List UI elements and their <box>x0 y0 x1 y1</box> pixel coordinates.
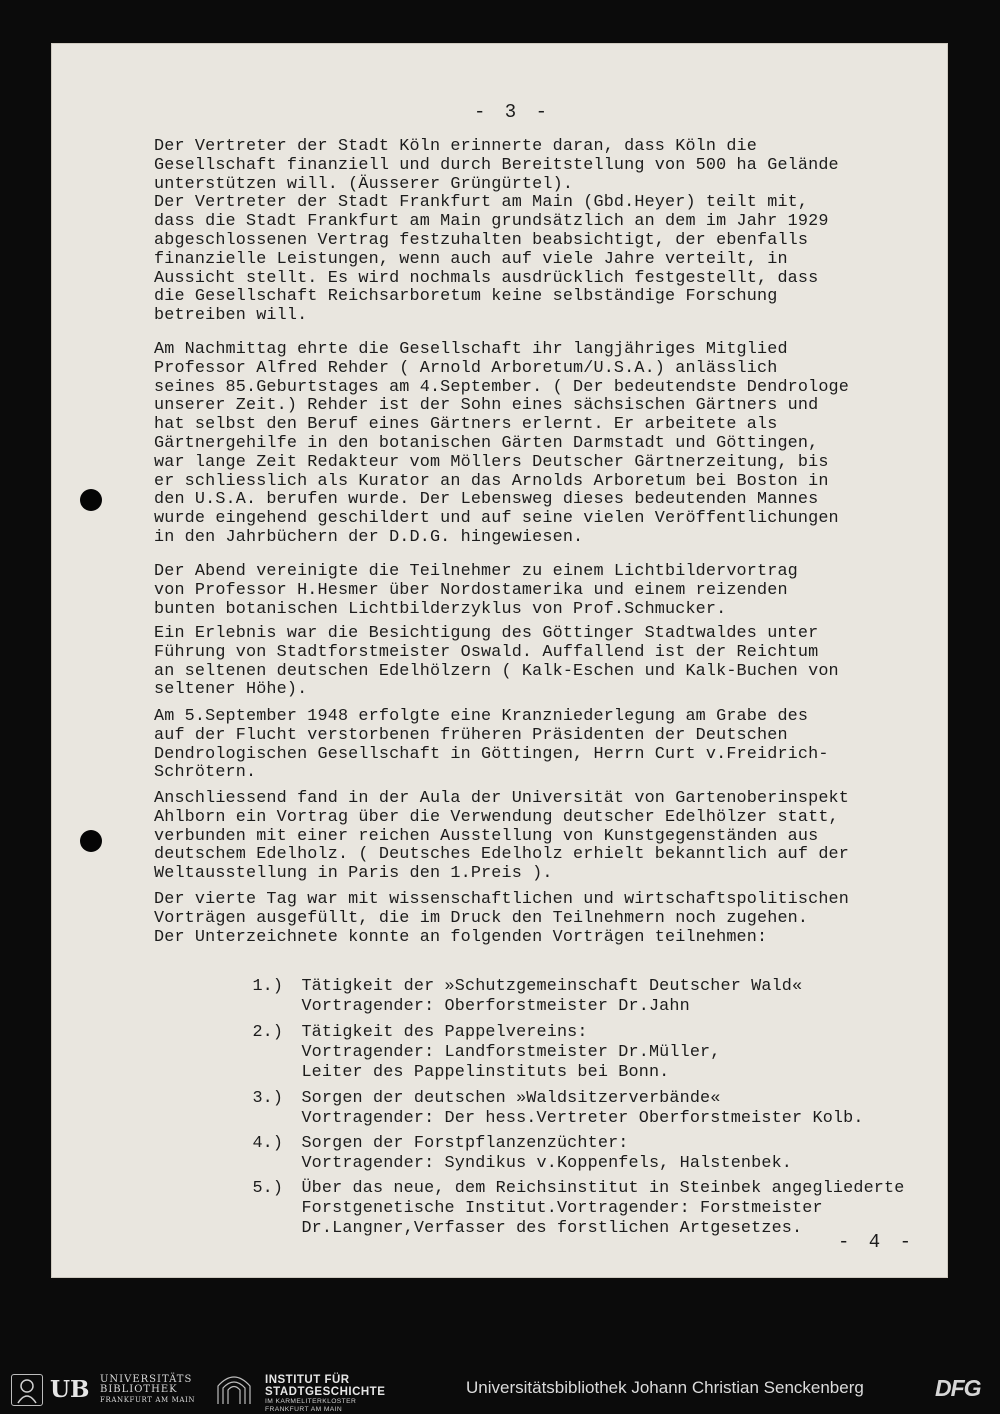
institute-arch-icon <box>215 1374 253 1404</box>
page-number-header: - 3 - <box>474 101 552 123</box>
list-number: 1.) <box>252 977 284 996</box>
list-item <box>232 1159 904 1239</box>
list-text: Sorgen der Forstpflanzenzüchter: Vortragender: Syndikus v.Koppenfels, Halstenbek. <box>301 1134 793 1173</box>
list-number: 2.) <box>252 1023 284 1042</box>
ub-line: FRANKFURT AM MAIN <box>100 1396 196 1404</box>
viewer-footer <box>0 1366 1000 1411</box>
list-text: Tätigkeit des Pappelvereins: Vortragender: Landforstmeister Dr.Müller, Leiter des Pappelinstituts bei Bonn. <box>301 1023 721 1082</box>
paragraph-6: Anschliessend fand in der Aula der Universität von Gartenoberinspekt Ahlborn ein Vortrag über die Verwendung deutscher Edelhölzer statt, verbunden mit einer reichen Ausstellung von Kunstgegenständen aus deutschem Edelholz. ( Deutsches Edelholz erhielt bekanntlich auf der Weltausstellung in Paris den 1.Preis ). <box>154 789 849 884</box>
list-number: 3.) <box>252 1089 284 1108</box>
institute-label <box>265 1374 385 1414</box>
paragraph-4: Ein Erlebnis war die Besichtigung des Göttinger Stadtwaldes unter Führung von Stadtforstmeister Oswald. Auffallend ist der Reichtum an seltenen deutschen Edelhölzern ( Kalk-Eschen und Kalk-Buchen von seltener Höhe). <box>154 624 839 700</box>
paragraph-1: Der Vertreter der Stadt Köln erinnerte daran, dass Köln die Gesellschaft finanziell und durch Bereitstellung von 500 ha Gelände unterstützen will. (Äusserer Grüngürtel). Der Vertreter der Stadt Frankfurt am Main (Gbd.Heyer) teilt mit, dass die Stadt Frankfurt am Main grundsätzlich an dem im Jahr 1929 abgeschlossenen Vertrag festzuhalten beabsichtigt, der ebenfalls finanzielle Leistungen, wenn auch auf viele Jahre verteilt, in Aussicht stellt. Es wird nochmals ausdrücklich festgestellt, dass die Gesellschaft Reichsarboretum keine selbständige Forschung betreiben will. <box>154 137 839 326</box>
institute-line: IM KARMELITERKLOSTER <box>265 1398 357 1405</box>
institute-line: STADTGESCHICHTE <box>265 1386 386 1398</box>
list-number: 4.) <box>252 1134 284 1153</box>
paragraph-7: Der vierte Tag war mit wissenschaftlichen und wirtschaftspolitischen Vorträgen ausgefüllt, die im Druck den Teilnehmern noch zugehen. Der Unterzeichnete konnte an folgenden Vorträgen teilnehmen: <box>154 890 849 947</box>
list-number: 5.) <box>252 1179 284 1198</box>
institute-line: INSTITUT FÜR <box>265 1374 350 1386</box>
ub-label <box>100 1375 195 1405</box>
ub-line: BIBLIOTHEK <box>100 1384 178 1395</box>
list-text: Sorgen der deutschen »Waldsitzerverbände« Vortragender: Der hess.Vertreter Oberforstmeister Kolb. <box>301 1089 864 1128</box>
page-number-footer: - 4 - <box>838 1231 916 1253</box>
punch-hole <box>80 489 102 511</box>
paragraph-3: Der Abend vereinigte die Teilnehmer zu einem Lichtbildervortrag von Professor H.Hesmer über Nordostamerika und einem reizenden bunten botanischen Lichtbilderzyklus von Prof.Schmucker. <box>154 562 798 619</box>
punch-hole <box>80 830 102 852</box>
list-text: Tätigkeit der »Schutzgemeinschaft Deutscher Wald« Vortragender: Oberforstmeister Dr.Jahn <box>301 977 803 1016</box>
ub-line: UNIVERSITÄTS <box>100 1374 193 1385</box>
dfg-logo: DFG <box>935 1375 981 1401</box>
paragraph-2: Am Nachmittag ehrte die Gesellschaft ihr langjähriges Mitglied Professor Alfred Rehder ( Arnold Arboretum/U.S.A.) anlässlich seines 85.Geburtstages am 4.September. ( Der bedeutendste Dendrologe unserer Zeit.) Rehder ist der Sohn eines sächsischen Gärtners und hat selbst den Beruf eines Gärtners erlernt. Er arbeitete als Gärtnergehilfe in den botanischen Gärten Darmstadt und Göttingen, war lange Zeit Redakteur vom Möllers Deutscher Gärtnerzeitung, bis er schliesslich als Kurator an das Arnolds Arboretum bei Boston in den U.S.A. berufen wurde. Der Lebensweg dieses bedeutenden Mannes wurde eingehend geschildert und auf seine vielen Veröffentlichungen in den Jahrbüchern der D.D.G. hingewiesen. <box>154 340 849 547</box>
ub-logo-icon <box>11 1374 43 1406</box>
ub-mark: UB <box>50 1376 90 1403</box>
library-credit: Universitätsbibliothek Johann Christian Senckenberg <box>466 1378 864 1397</box>
list-text: Über das neue, dem Reichsinstitut in Steinbek angegliederte Forstgenetische Institut.Vortragender: Forstmeister Dr.Langner,Verfasser des forstlichen Artgesetzes. <box>301 1179 905 1238</box>
institute-line: FRANKFURT AM MAIN <box>265 1406 343 1413</box>
paragraph-5: Am 5.September 1948 erfolgte eine Kranzniederlegung am Grabe des auf der Flucht verstorbenen früheren Präsidenten der Deutschen Dendrologischen Gesellschaft in Göttingen, Herrn Curt v.Freidrich- Schrötern. <box>154 707 829 783</box>
